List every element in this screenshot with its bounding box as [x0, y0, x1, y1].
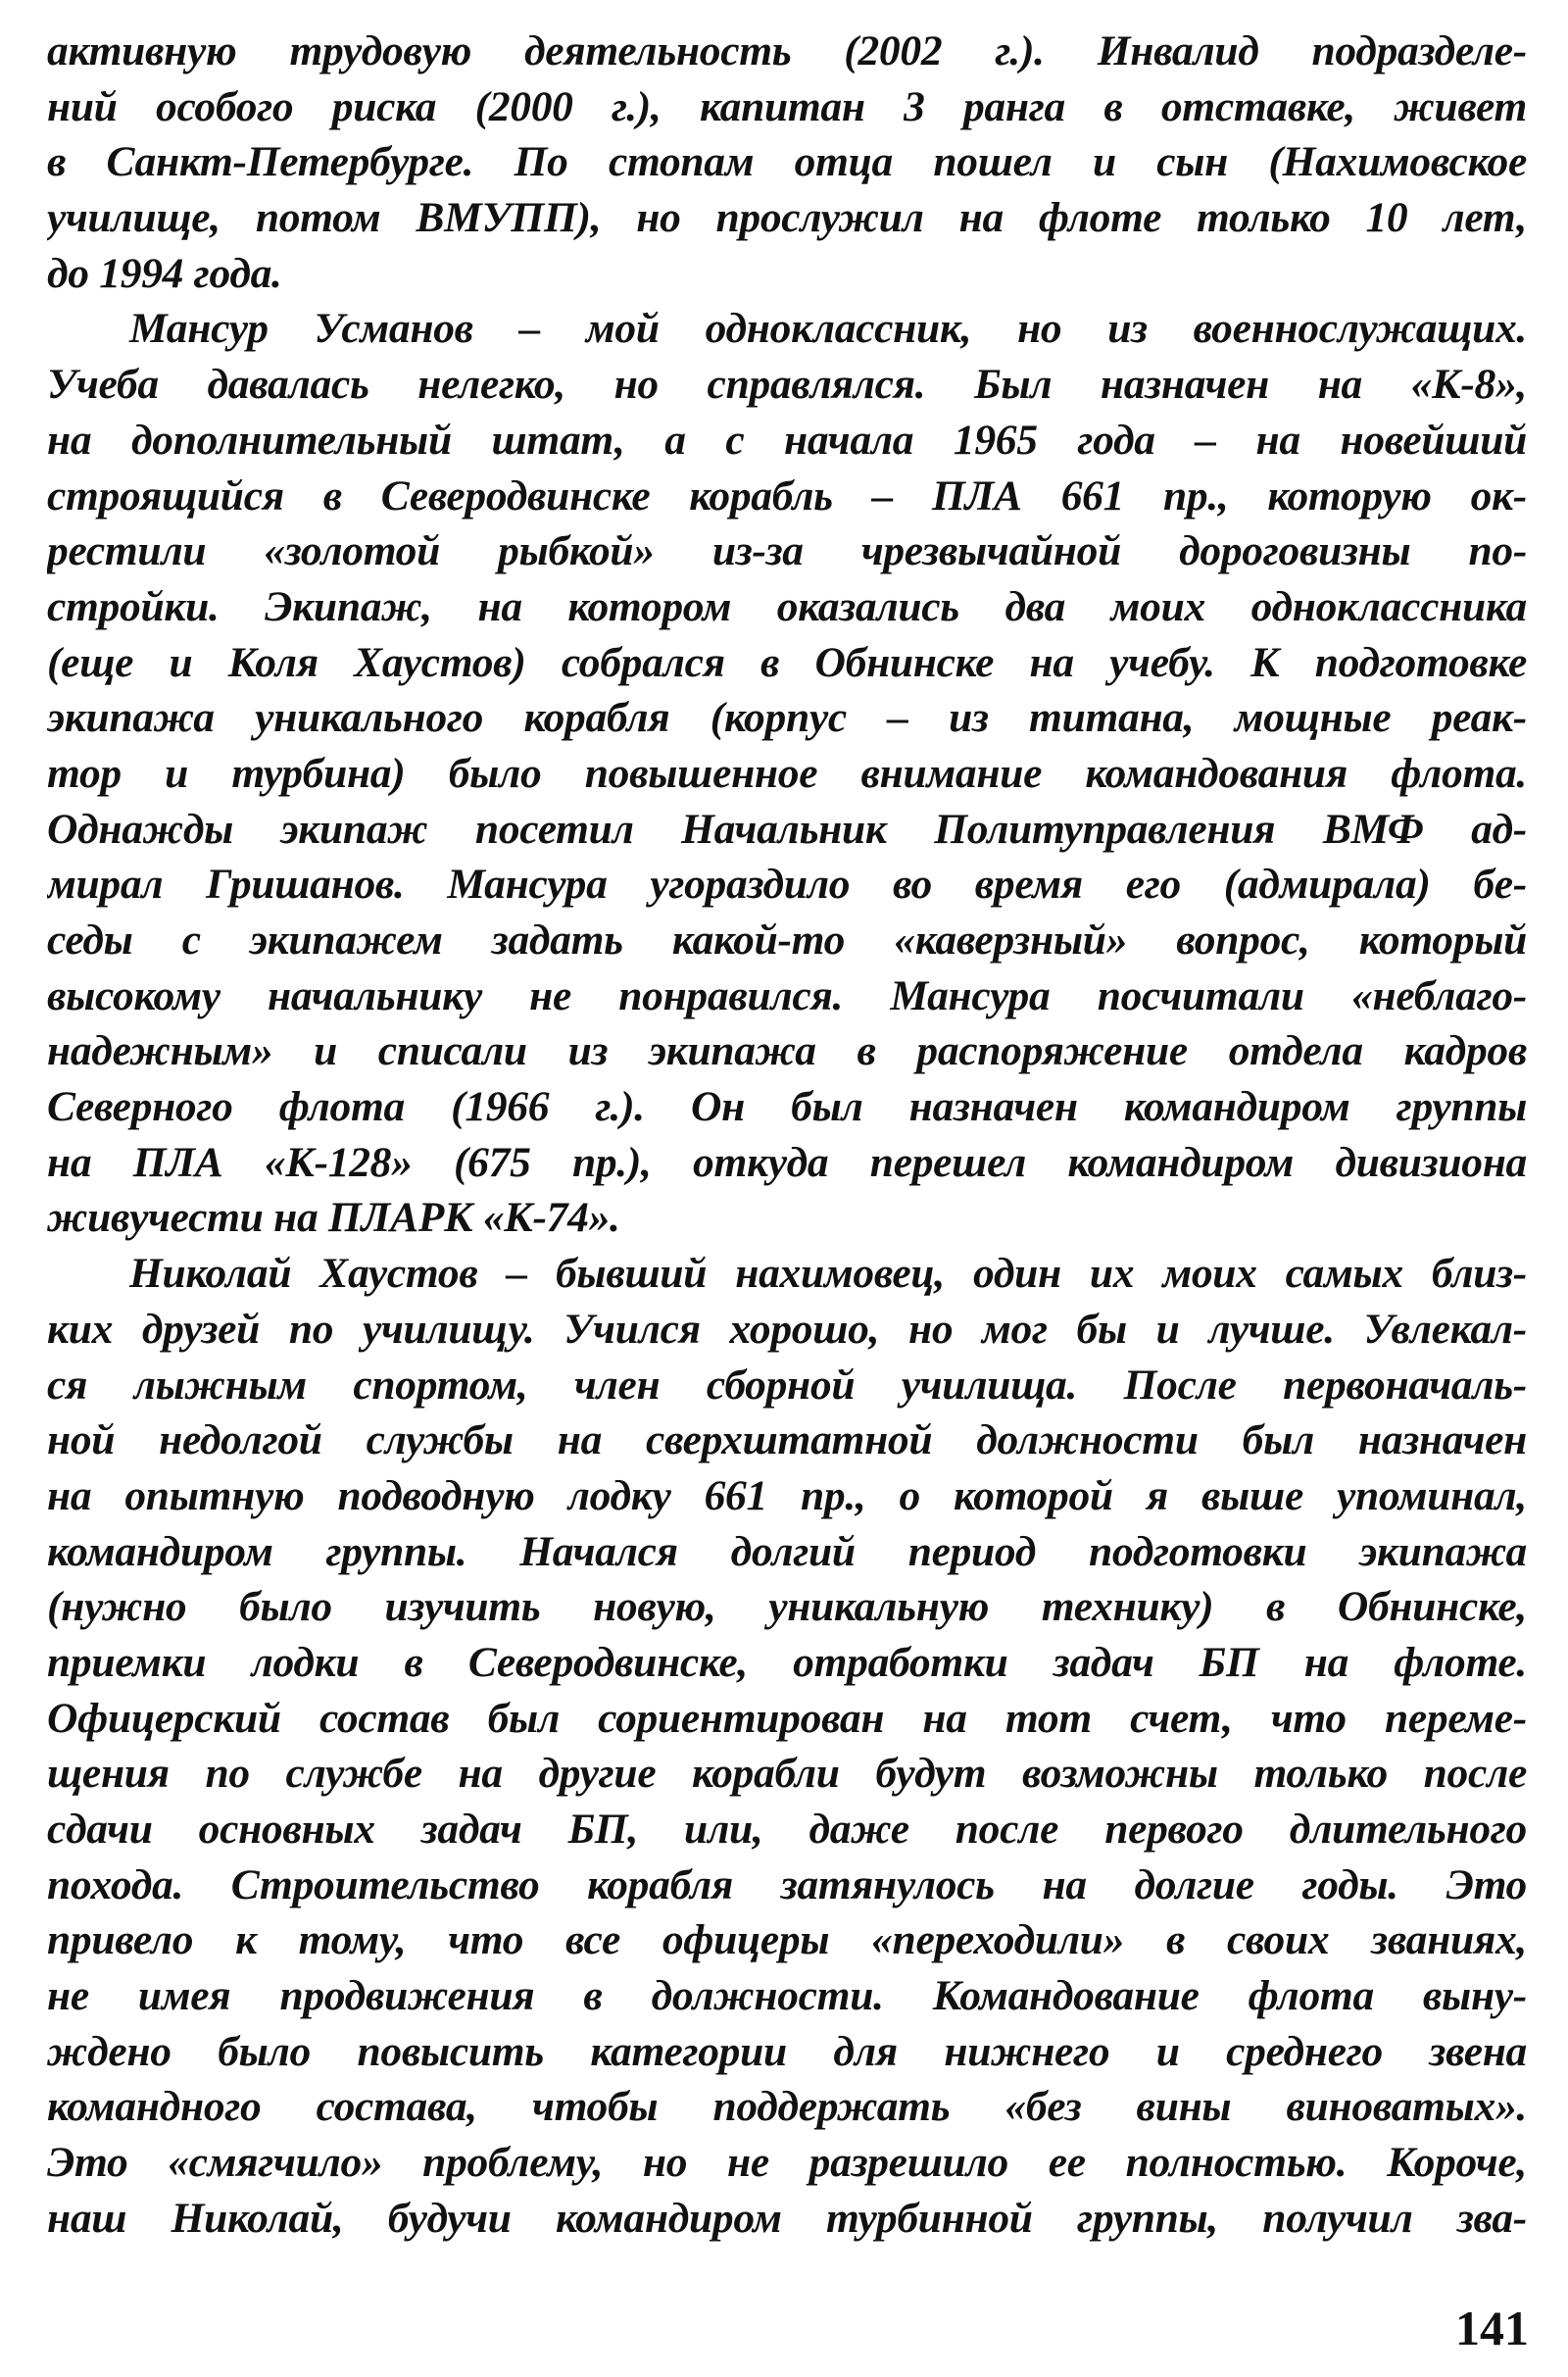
text-line: командного состава, чтобы поддержать «без вины виноватых». — [47, 2083, 1527, 2131]
text-line: ся лыжным спортом, член сборной училища. После первоначаль- — [47, 1361, 1527, 1409]
text-line: на ПЛА «К-128» (675 пр.), откуда перешел командиром дивизиона — [47, 1138, 1527, 1186]
text-line: ждено было повысить категории для нижнего и среднего звена — [47, 2027, 1527, 2075]
text-line: Северного флота (1966 г.). Он был назначен командиром группы — [47, 1083, 1527, 1131]
text-line: (нужно было изучить новую, уникальную технику) в Обнинске, — [47, 1583, 1527, 1631]
text-line: привело к тому, что все офицеры «переходили» в своих званиях, — [47, 1916, 1527, 1964]
body-text — [47, 24, 1527, 2247]
text-line: щения по службе на другие корабли будут возможны только после — [47, 1750, 1527, 1798]
text-line: высокому начальнику не понравился. Мансура посчитали «неблаго- — [47, 971, 1527, 1019]
text-line: активную трудовую деятельность (2002 г.). Инвалид подразделе- — [47, 27, 1527, 74]
text-line: рестили «золотой рыбкой» из-за чрезвычайной дороговизны по- — [47, 527, 1527, 575]
text-line: до 1994 года. — [47, 249, 282, 297]
page-number: 141 — [1455, 2301, 1529, 2355]
text-line: на опытную подводную лодку 661 пр., о которой я выше упоминал, — [47, 1471, 1527, 1519]
text-line: наш Николай, будучи командиром турбинной группы, получил зва- — [47, 2194, 1527, 2242]
text-line: Мансур Усманов – мой одноклассник, но из военнослужащих. — [129, 305, 1527, 353]
text-line: Офицерский состав был сориентирован на тот счет, что переме- — [47, 1694, 1527, 1742]
text-line: на дополнительный штат, а с начала 1965 года – на новейший — [47, 416, 1527, 464]
text-line: не имея продвижения в должности. Командование флота выну- — [47, 1972, 1527, 2020]
text-line: надежным» и списали из экипажа в распоряжение отдела кадров — [47, 1027, 1527, 1075]
text-line: училище, потом ВМУПП), но прослужил на флоте только 10 лет, — [47, 194, 1527, 242]
text-line: ний особого риска (2000 г.), капитан 3 ранга в отставке, живет — [47, 82, 1527, 130]
text-line: сдачи основных задач БП, или, даже после первого длительного — [47, 1806, 1527, 1853]
text-line: Учеба давалась нелегко, но справлялся. Был назначен на «К-8», — [47, 361, 1527, 409]
text-line: Однажды экипаж посетил Начальник Политуправления ВМФ ад- — [47, 805, 1527, 853]
text-line: (еще и Коля Хаустов) собрался в Обнинске на учебу. К подготовке — [47, 638, 1527, 686]
text-line: в Санкт-Петербурге. По стопам отца пошел и сын (Нахимовское — [47, 138, 1527, 186]
text-line: строящийся в Северодвинске корабль – ПЛА 661 пр., которую ок- — [47, 471, 1527, 520]
text-line: ной недолгой службы на сверхштатной должности был назначен — [47, 1416, 1527, 1464]
text-line: ких друзей по училищу. Учился хорошо, но мог бы и лучше. Увлекал- — [47, 1305, 1527, 1353]
text-line: мирал Гришанов. Мансура угораздило во время его (адмирала) бе- — [47, 861, 1527, 909]
text-line: живучести на ПЛАРК «К-74». — [47, 1194, 620, 1242]
text-line: командиром группы. Начался долгий период подготовки экипажа — [47, 1527, 1527, 1575]
text-line: Николай Хаустов – бывший нахимовец, один их моих самых близ- — [129, 1250, 1527, 1298]
text-line: Это «смягчило» проблему, но не разрешило ее полностью. Короче, — [47, 2139, 1527, 2187]
text-line: стройки. Экипаж, на котором оказались два моих одноклассника — [47, 582, 1527, 630]
text-line: похода. Строительство корабля затянулось на долгие годы. Это — [47, 1860, 1527, 1908]
text-line: тор и турбина) было повышенное внимание командования флота. — [47, 749, 1527, 797]
text-line: приемки лодки в Северодвинске, отработки задач БП на флоте. — [47, 1638, 1527, 1686]
text-line: седы с экипажем задать какой-то «каверзный» вопрос, который — [47, 916, 1527, 964]
text-line: экипажа уникального корабля (корпус – из титана, мощные реак- — [47, 694, 1527, 742]
